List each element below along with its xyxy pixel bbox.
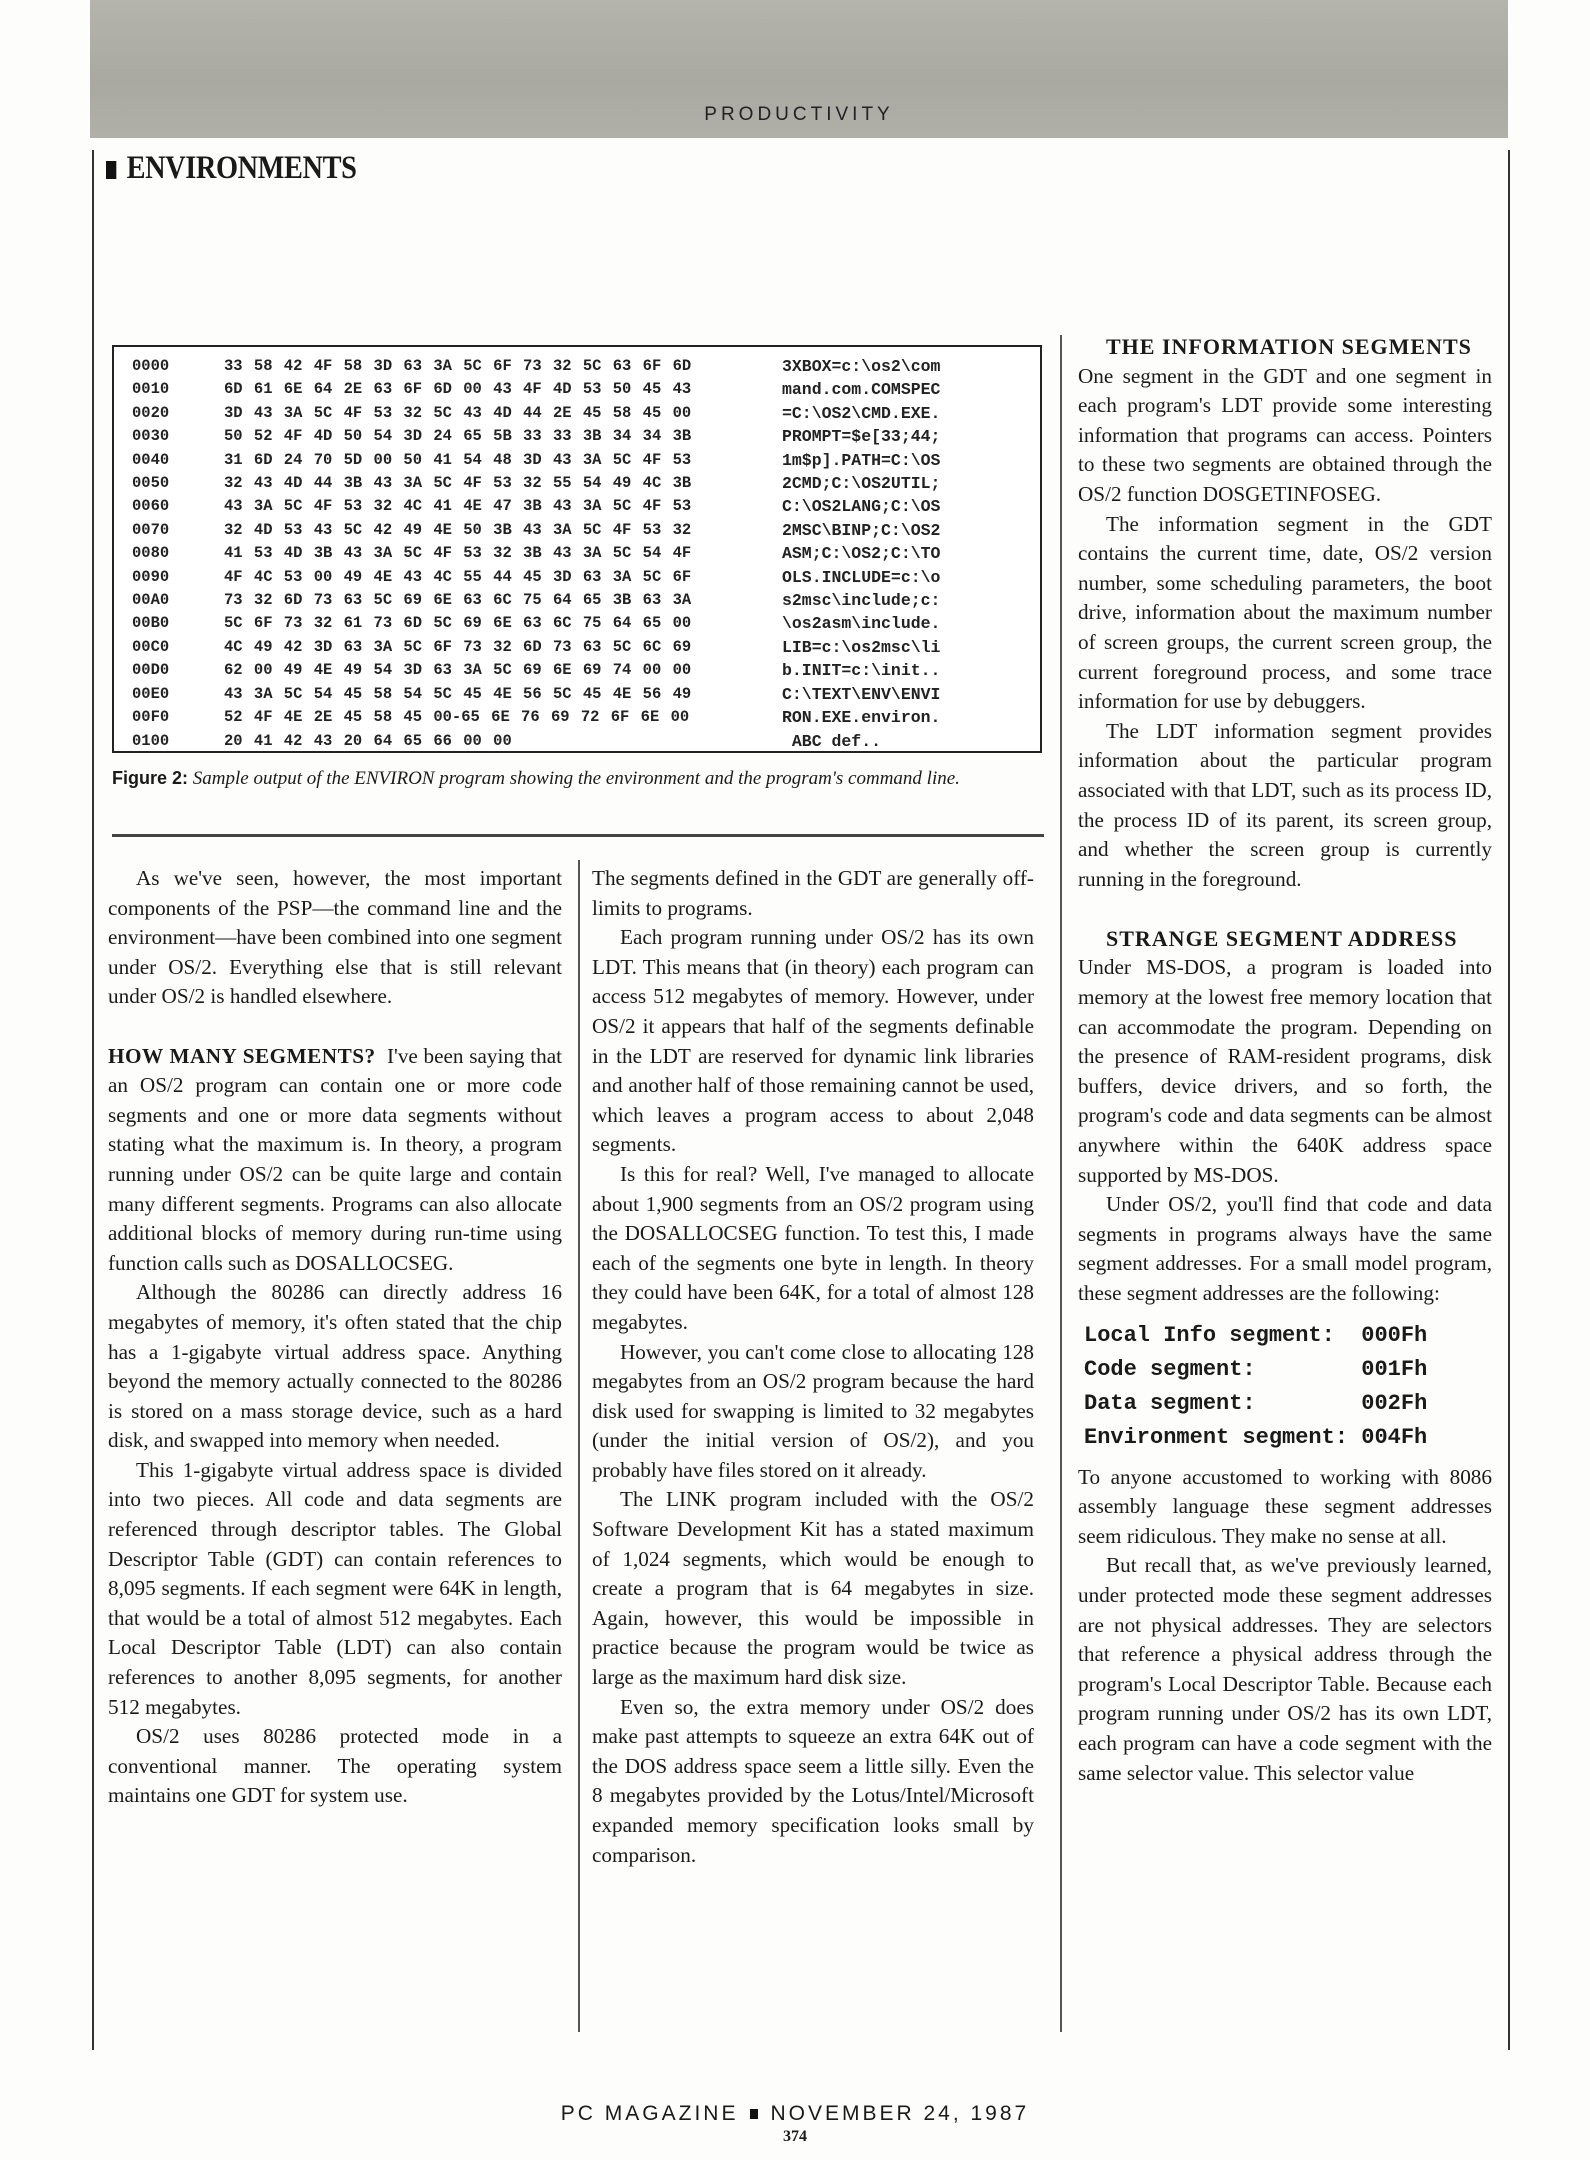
table-row bbox=[132, 683, 940, 706]
segment-label: Code segment: bbox=[1084, 1356, 1256, 1382]
segment-value: 001Fh bbox=[1361, 1356, 1428, 1382]
hex-ascii: 3XBOX=c:\os2\com bbox=[782, 357, 941, 376]
segment-value: 002Fh bbox=[1361, 1390, 1428, 1416]
page-title bbox=[106, 150, 356, 187]
hex-dump-table bbox=[132, 355, 940, 753]
subheading: STRANGE SEGMENT ADDRESS bbox=[1106, 925, 1458, 951]
hex-bytes: 5C 6F 73 32 61 73 6D 5C 69 6E 63 6C 75 64 65 00 bbox=[224, 614, 692, 633]
issue-date: NOVEMBER 24, 1987 bbox=[770, 2102, 1030, 2125]
square-bullet-icon bbox=[106, 161, 116, 179]
paragraph: The LDT information segment provides information about the particular program associated with that LDT, such as its process ID, the process ID of its parent, its screen group, and whether the screen group is currently running in the foreground. bbox=[1078, 718, 1492, 891]
figure-hex-dump bbox=[112, 345, 1042, 753]
subheading: THE INFORMATION SEGMENTS bbox=[1106, 334, 1472, 359]
figure-caption-label: Figure 2: bbox=[112, 768, 189, 788]
magazine-name: PC MAGAZINE bbox=[560, 2102, 739, 2125]
hex-bytes: 4C 49 42 3D 63 3A 5C 6F 73 32 6D 73 63 5C 6C 69 bbox=[224, 637, 692, 656]
section-label: PRODUCTIVITY bbox=[704, 104, 894, 125]
paragraph: However, you can't come close to allocating 128 megabytes from an OS/2 program because the hard disk used for swapping is limited to 32 megabytes (under the initial version of OS/2), and you probably have files stored on it already. bbox=[592, 1339, 1034, 1482]
hex-address: 0000 bbox=[132, 357, 170, 375]
hex-ascii: ABC def.. bbox=[782, 731, 882, 751]
segment-address-list bbox=[1084, 1319, 1492, 1455]
figure-caption bbox=[112, 765, 1042, 792]
hex-address: 0050 bbox=[132, 474, 170, 493]
article-column-1 bbox=[108, 864, 562, 1811]
hex-ascii: 1m$p].PATH=C:\OS bbox=[782, 450, 941, 470]
table-row bbox=[132, 730, 940, 753]
header-banner bbox=[90, 0, 1508, 138]
hex-bytes: 32 43 4D 44 3B 43 3A 5C 4F 53 32 55 54 49 4C 3B bbox=[224, 474, 692, 493]
table-row bbox=[132, 542, 940, 565]
hex-ascii: C:\OS2LANG;C:\OS bbox=[782, 497, 941, 517]
hex-bytes: 43 3A 5C 4F 53 32 4C 41 4E 47 3B 43 3A 5C 4F 53 bbox=[224, 497, 692, 516]
figure-caption-text: Sample output of the ENVIRON program showing the environment and the program's command line. bbox=[188, 768, 960, 789]
hex-ascii: 2MSC\BINP;C:\OS2 bbox=[782, 520, 941, 540]
paragraph: Is this for real? Well, I've managed to allocate about 1,900 segments from an OS/2 program using the DOSALLOCSEG function. To test this, I made each of the segments one byte in length. In theory they could have been 64K, for a total of almost 128 megabytes. bbox=[592, 1161, 1034, 1334]
hex-address: 00C0 bbox=[132, 637, 170, 656]
paragraph: Under OS/2, you'll find that code and data segments in programs always have the same segment addresses. For a small model program, these segment addresses are the following: bbox=[1078, 1192, 1492, 1305]
paragraph: The segments defined in the GDT are generally off-limits to programs. bbox=[592, 866, 1034, 920]
hex-bytes: 6D 61 6E 64 2E 63 6F 6D 00 43 4F 4D 53 50 45 43 bbox=[224, 380, 692, 399]
paragraph: Even so, the extra memory under OS/2 does make past attempts to squeeze an extra 64K out of the DOS address space seem a little silly. Even the 8 megabytes provided by the Lotus/Intel/Microsoft expanded memory specification looks small by comparison. bbox=[592, 1694, 1034, 1867]
paragraph: To anyone accustomed to working with 8086 assembly language these segment addresses seem ridiculous. They make no sense at all. bbox=[1078, 1464, 1492, 1548]
hex-ascii: C:\TEXT\ENV\ENVI bbox=[782, 684, 941, 704]
hex-bytes: 33 58 42 4F 58 3D 63 3A 5C 6F 73 32 5C 63 6F 6D bbox=[224, 357, 692, 375]
paragraph: This 1-gigabyte virtual address space is divided into two pieces. All code and data segments are referenced through descriptor tables. The Global Descriptor Table (GDT) can contain references to 8,095 segments. If each segment were 64K in length, that would be a total of almost 512 megabytes. Each Local Descriptor Table (LDT) can also contain references to another 8,095 segments, for another 512 megabytes. bbox=[108, 1457, 562, 1719]
square-bullet-icon bbox=[750, 2109, 758, 2119]
table-row bbox=[132, 612, 940, 635]
hex-ascii: 2CMD;C:\OS2UTIL; bbox=[782, 474, 941, 494]
segment-value: 000Fh bbox=[1361, 1322, 1428, 1348]
page-footer bbox=[0, 2102, 1590, 2126]
hex-bytes: 41 53 4D 3B 43 3A 5C 4F 53 32 3B 43 3A 5C 54 4F bbox=[224, 544, 692, 563]
hex-bytes: 20 41 42 43 20 64 65 66 00 00 bbox=[224, 731, 512, 750]
paragraph: As we've seen, however, the most important components of the PSP—the command line and the environment—have been combined into one segment under OS/2. Everything else that is still relevant under OS/2 is handled elsewhere. bbox=[108, 866, 562, 1009]
hex-bytes: 50 52 4F 4D 50 54 3D 24 65 5B 33 33 3B 34 34 3B bbox=[224, 427, 692, 446]
hex-bytes: 31 6D 24 70 5D 00 50 41 54 48 3D 43 3A 5C 4F 53 bbox=[224, 450, 692, 469]
hex-address: 00E0 bbox=[132, 684, 170, 703]
segment-label: Local Info segment: bbox=[1084, 1322, 1335, 1348]
paragraph: Under MS-DOS, a program is loaded into memory at the lowest free memory location that can accommodate the program. Depending on the presence of RAM-resident programs, disk buffers, device drivers, and so forth, the program's code and data segments can be almost anywhere within the 640K address space supported by MS-DOS. bbox=[1078, 955, 1492, 1187]
hex-address: 0100 bbox=[132, 731, 170, 750]
hex-address: 00F0 bbox=[132, 708, 170, 727]
table-row bbox=[132, 425, 940, 448]
article-column-2 bbox=[592, 864, 1034, 1870]
hex-bytes: 3D 43 3A 5C 4F 53 32 5C 43 4D 44 2E 45 58 45 00 bbox=[224, 403, 692, 422]
table-row bbox=[132, 472, 940, 495]
page-number: 374 bbox=[783, 2128, 807, 2145]
table-row bbox=[132, 706, 940, 729]
hex-bytes: 4F 4C 53 00 49 4E 43 4C 55 44 45 3D 63 3A 5C 6F bbox=[224, 567, 692, 586]
hex-ascii: mand.com.COMSPEC bbox=[782, 380, 941, 400]
column-divider bbox=[1060, 335, 1062, 2032]
hex-bytes: 32 4D 53 43 5C 42 49 4E 50 3B 43 3A 5C 4F 53 32 bbox=[224, 520, 692, 539]
table-row bbox=[132, 355, 940, 378]
hex-address: 0020 bbox=[132, 403, 170, 422]
column-divider bbox=[578, 860, 580, 2032]
segment-value: 004Fh bbox=[1361, 1424, 1428, 1450]
hex-address: 0080 bbox=[132, 544, 170, 563]
hex-address: 0040 bbox=[132, 450, 170, 469]
hex-bytes: 62 00 49 4E 49 54 3D 63 3A 5C 69 6E 69 74 00 00 bbox=[224, 661, 692, 680]
hex-address: 0090 bbox=[132, 567, 170, 586]
hex-ascii: \os2asm\include. bbox=[782, 614, 941, 634]
paragraph: One segment in the GDT and one segment in each program's LDT provide some interesting information that programs can access. Pointers to these two segments are obtained through the OS/2 function DOSGETINFOSEG. bbox=[1078, 363, 1492, 506]
paragraph: Each program running under OS/2 has its own LDT. This means that (in theory) each program can access 512 megabytes of memory. However, under OS/2 it appears that half of the segments definable in the LDT are reserved for dynamic link libraries and another half of those remaining cannot be used, which leaves a program access to about 2,048 segments. bbox=[592, 925, 1034, 1157]
hex-ascii: ASM;C:\OS2;C:\TO bbox=[782, 544, 941, 564]
page-title-text: ENVIRONMENTS bbox=[126, 150, 357, 186]
table-row bbox=[132, 636, 940, 659]
table-row bbox=[132, 378, 940, 401]
subheading: HOW MANY SEGMENTS? bbox=[108, 1043, 376, 1068]
hex-address: 00A0 bbox=[132, 591, 170, 610]
segment-label: Environment segment: bbox=[1084, 1424, 1349, 1450]
paragraph bbox=[108, 1042, 562, 1279]
hex-address: 0030 bbox=[132, 427, 170, 446]
paragraph: Although the 80286 can directly address 16 megabytes of memory, it's often stated that the chip has a 1-gigabyte virtual address space. Anything beyond the memory actually connected to the 80286 is stored on a mass storage device, such as a hard disk, and swapped into memory when needed. bbox=[108, 1280, 562, 1453]
hex-ascii: s2msc\include;c: bbox=[782, 591, 941, 611]
table-row bbox=[132, 659, 940, 682]
hex-ascii: b.INIT=c:\init.. bbox=[782, 661, 941, 681]
hex-bytes: 52 4F 4E 2E 45 58 45 00-65 6E 76 69 72 6F 6E 00 bbox=[224, 708, 690, 727]
paragraph: OS/2 uses 80286 protected mode in a conventional manner. The operating system maintains one GDT for system use. bbox=[108, 1724, 562, 1808]
hex-address: 0060 bbox=[132, 497, 170, 516]
hex-ascii: PROMPT=$e[33;44; bbox=[782, 427, 941, 447]
hex-address: 0010 bbox=[132, 380, 170, 399]
page-border-right bbox=[1508, 150, 1510, 2050]
table-row bbox=[132, 449, 940, 472]
segment-label: Data segment: bbox=[1084, 1390, 1256, 1416]
table-row bbox=[132, 519, 940, 542]
hex-bytes: 43 3A 5C 54 45 58 54 5C 45 4E 56 5C 45 4E 56 49 bbox=[224, 684, 692, 703]
hex-ascii: RON.EXE.environ. bbox=[782, 708, 941, 728]
page-border-left bbox=[92, 150, 94, 2050]
figure-divider bbox=[112, 834, 1044, 837]
paragraph: But recall that, as we've previously learned, under protected mode these segment addresses are not physical addresses. They are selectors that reference a physical address through the program's Local Descriptor Table. Because each program running under OS/2 has its own LDT, each program can have a code segment with the same selector value. This selector value bbox=[1078, 1553, 1492, 1785]
paragraph-text: I've been saying that an OS/2 program can contain one or more code segments and one or more data segments without stating what the maximum is. In theory, a program running under OS/2 can be quite large and contain many different segments. Programs can also allocate additional blocks of memory during run-time using function calls such as DOSALLOCSEG. bbox=[108, 1043, 562, 1275]
hex-bytes: 73 32 6D 73 63 5C 69 6E 63 6C 75 64 65 3B 63 3A bbox=[224, 591, 692, 610]
hex-ascii: =C:\OS2\CMD.EXE. bbox=[782, 403, 941, 423]
hex-address: 00B0 bbox=[132, 614, 170, 633]
table-row bbox=[132, 495, 940, 518]
hex-ascii: OLS.INCLUDE=c:\o bbox=[782, 567, 941, 587]
hex-address: 00D0 bbox=[132, 661, 170, 680]
table-row bbox=[132, 402, 940, 425]
hex-address: 0070 bbox=[132, 520, 170, 539]
table-row bbox=[132, 566, 940, 589]
paragraph: The LINK program included with the OS/2 Software Development Kit has a stated maximum of 1,024 segments, which would be enough to create a program that is 64 megabytes in size. Again, however, this would be impossible in practice because the program would be twice as large as the maximum hard disk size. bbox=[592, 1487, 1034, 1690]
hex-ascii: LIB=c:\os2msc\li bbox=[782, 637, 941, 657]
paragraph: The information segment in the GDT contains the current time, date, OS/2 version number, some scheduling parameters, the boot drive, information about the maximum number of screen groups, the current screen group, the current foreground process, and some trace information for use by debuggers. bbox=[1078, 511, 1492, 714]
article-column-3 bbox=[1078, 332, 1492, 1788]
table-row bbox=[132, 589, 940, 612]
